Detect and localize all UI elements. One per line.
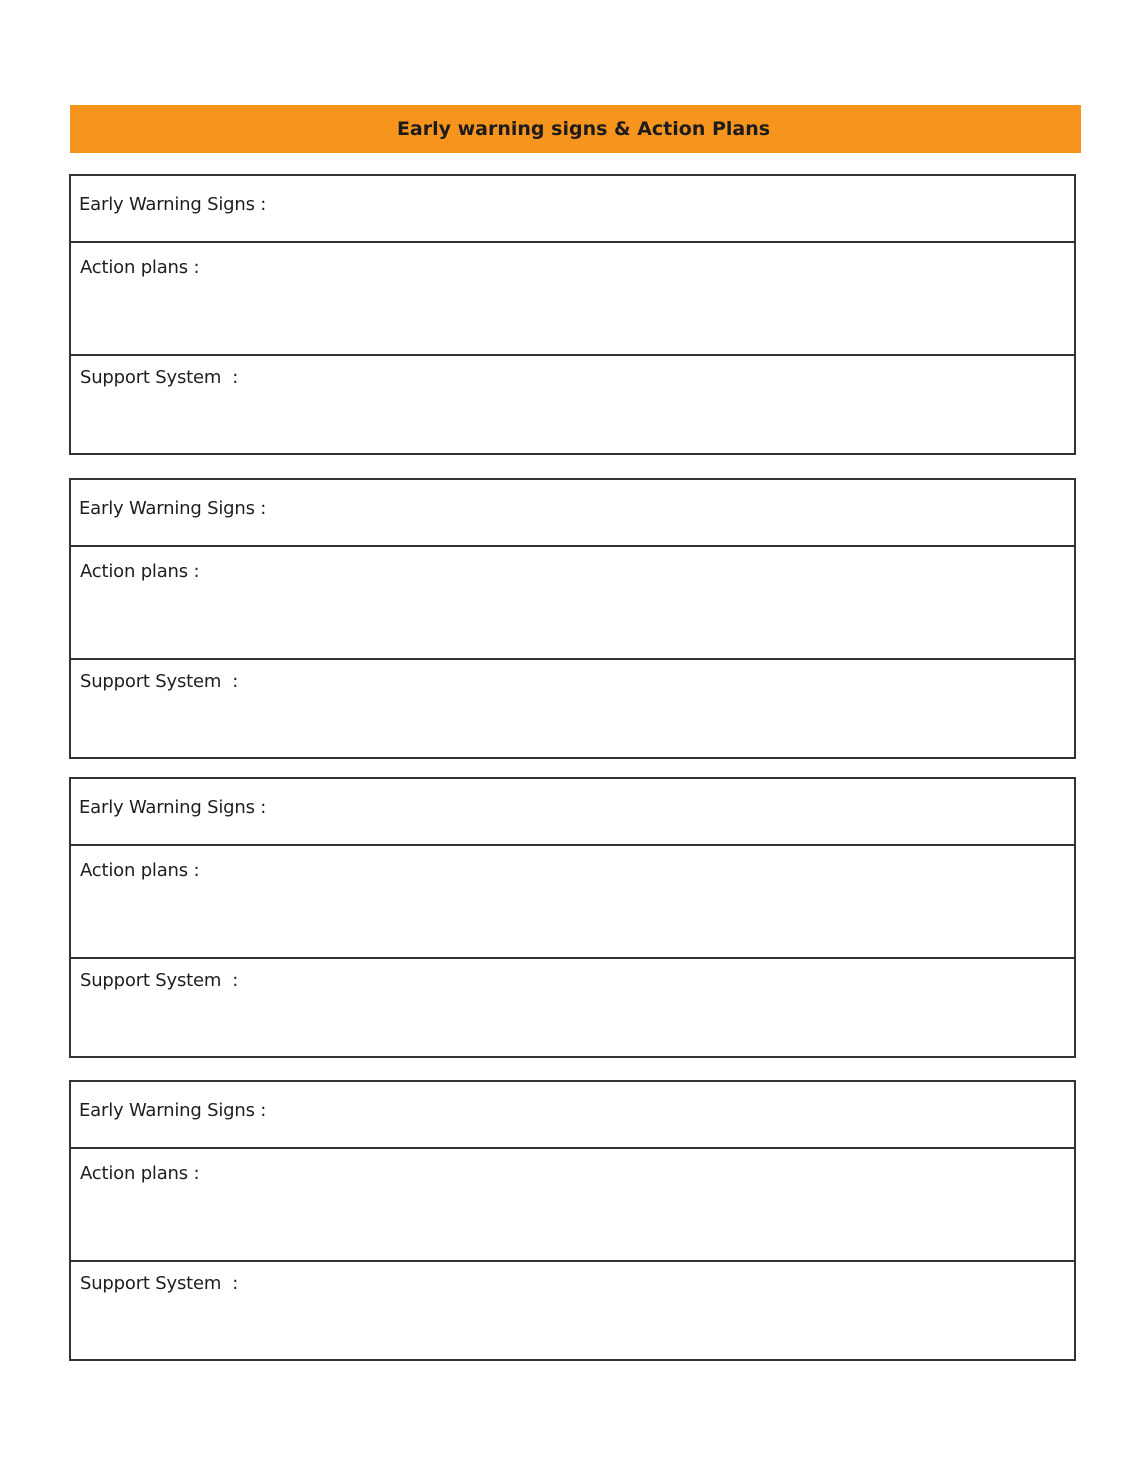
support-system-row[interactable] bbox=[71, 660, 1074, 759]
support-system-label: Support System : bbox=[80, 671, 239, 692]
action-plans-label: Action plans : bbox=[80, 860, 200, 881]
plan-block-4 bbox=[69, 1080, 1076, 1361]
support-system-row[interactable] bbox=[71, 959, 1074, 1058]
early-warning-signs-row[interactable] bbox=[71, 1082, 1074, 1149]
early-warning-signs-row[interactable] bbox=[71, 480, 1074, 547]
page-title-bar bbox=[70, 105, 1081, 153]
early-warning-signs-row[interactable] bbox=[71, 176, 1074, 243]
action-plans-row[interactable] bbox=[71, 846, 1074, 959]
support-system-label: Support System : bbox=[80, 1273, 239, 1294]
action-plans-row[interactable] bbox=[71, 243, 1074, 356]
action-plans-label: Action plans : bbox=[80, 257, 200, 278]
support-system-row[interactable] bbox=[71, 1262, 1074, 1361]
support-system-row[interactable] bbox=[71, 356, 1074, 455]
plan-block-1 bbox=[69, 174, 1076, 455]
action-plans-row[interactable] bbox=[71, 547, 1074, 660]
action-plans-label: Action plans : bbox=[80, 1163, 200, 1184]
plan-block-2 bbox=[69, 478, 1076, 759]
early-warning-signs-label: Early Warning Signs : bbox=[79, 194, 267, 215]
early-warning-signs-row[interactable] bbox=[71, 779, 1074, 846]
support-system-label: Support System : bbox=[80, 970, 239, 991]
early-warning-signs-label: Early Warning Signs : bbox=[79, 797, 267, 818]
support-system-label: Support System : bbox=[80, 367, 239, 388]
early-warning-signs-label: Early Warning Signs : bbox=[79, 1100, 267, 1121]
early-warning-signs-label: Early Warning Signs : bbox=[79, 498, 267, 519]
action-plans-label: Action plans : bbox=[80, 561, 200, 582]
page-title: Early warning signs & Action Plans bbox=[396, 118, 771, 140]
plan-block-3 bbox=[69, 777, 1076, 1058]
action-plans-row[interactable] bbox=[71, 1149, 1074, 1262]
